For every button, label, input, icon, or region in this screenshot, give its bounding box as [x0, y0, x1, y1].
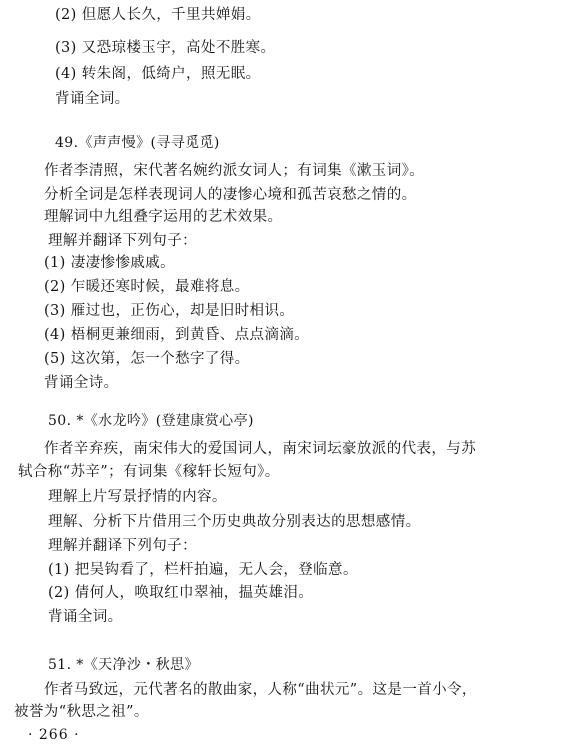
text-line: 被誉为“秋思之祖”。	[14, 704, 149, 720]
text-line: 背诵全词。	[48, 609, 123, 625]
text-line: (1) 把吴钩看了，栏杆拍遍，无人会，登临意。	[48, 562, 358, 578]
text-line: 轼合称“苏辛”；有词集《稼轩长短句》。	[18, 464, 280, 480]
section-heading-51: 51. *《天净沙・秋思》	[48, 657, 199, 673]
text-line: 分析全词是怎样表现词人的凄惨心境和孤苦哀愁之情的。	[44, 187, 417, 203]
text-line: 作者马致远，元代著名的散曲家，人称“曲状元”。这是一首小令，	[44, 682, 477, 698]
text-line: (2) 倩何人，唤取红巾翠袖，揾英雄泪。	[48, 585, 314, 601]
text-line: 理解词中九组叠字运用的艺术效果。	[44, 209, 283, 225]
text-line: (2) 但愿人长久，千里共婵娟。	[55, 7, 261, 23]
section-heading-50: 50. *《水龙吟》(登建康赏心亭)	[48, 413, 254, 429]
text-line: 背诵全诗。	[44, 375, 119, 391]
text-line: (3) 又恐琼楼玉宇，高处不胜寒。	[55, 40, 276, 56]
section-heading-49: 49.《声声慢》(寻寻觅觅)	[55, 135, 220, 151]
text-line: 作者辛弃疾，南宋伟大的爱国词人，南宋词坛豪放派的代表，与苏	[44, 441, 477, 457]
text-line: 理解并翻译下列句子：	[48, 233, 197, 249]
text-line: (3) 雁过也，正伤心，却是旧时相识。	[44, 303, 295, 319]
text-line: 作者李清照，宋代著名婉约派女词人；有词集《漱玉词》。	[44, 163, 425, 179]
page-number: · 266 ·	[28, 727, 80, 743]
text-line: (2) 乍暖还寒时候，最难将息。	[44, 279, 250, 295]
text-line: (4) 梧桐更兼细雨，到黄昏、点点滴滴。	[44, 327, 310, 343]
text-line: (4) 转朱阁，低绮户，照无眠。	[55, 66, 261, 82]
text-line: (5) 这次第，怎一个愁字了得。	[44, 351, 250, 367]
text-line: 背诵全词。	[55, 91, 130, 107]
text-line: 理解并翻译下列句子：	[48, 538, 197, 554]
text-line: (1) 凄凄惨惨戚戚。	[44, 255, 176, 271]
text-line: 理解、分析下片借用三个历史典故分别表达的思想感情。	[48, 514, 421, 530]
text-line: 理解上片写景抒情的内容。	[48, 489, 227, 505]
